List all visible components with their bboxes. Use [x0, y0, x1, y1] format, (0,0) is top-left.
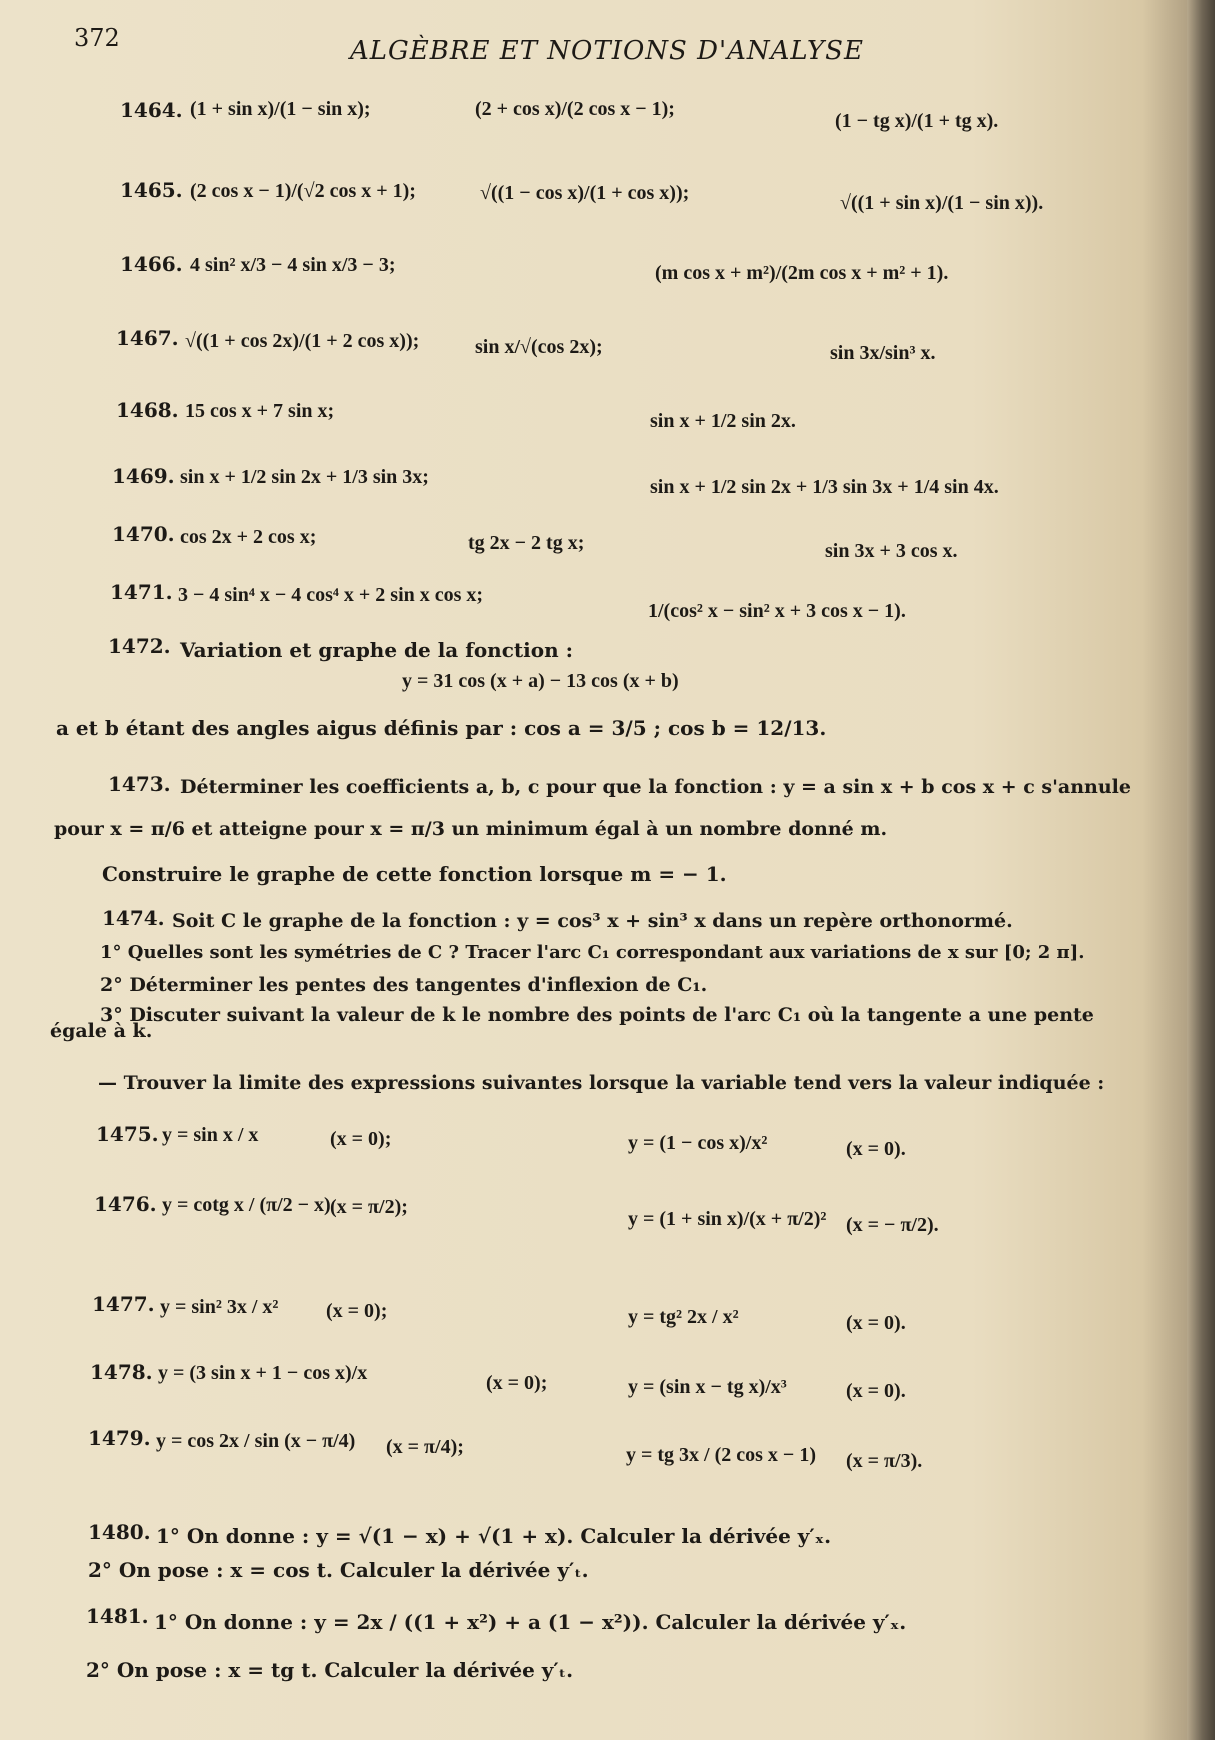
formula: y = cotg x / (π/2 − x) [162, 1194, 331, 1216]
formula: y = 31 cos (x + a) − 13 cos (x + b) [402, 670, 679, 692]
exercise-text: Variation et graphe de la fonction : [180, 638, 573, 662]
formula: y = (sin x − tg x)/x³ [628, 1376, 787, 1398]
formula: sin x + 1/2 sin 2x. [650, 410, 796, 432]
formula: 15 cos x + 7 sin x; [185, 400, 335, 422]
formula: y = sin² 3x / x² [160, 1296, 279, 1318]
exercise-text: a et b étant des angles aigus définis par : cos a = 3/5 ; cos b = 12/13. [56, 716, 827, 740]
exercise-number: 1478. [90, 1360, 153, 1384]
formula: y = cos 2x / sin (x − π/4) [156, 1430, 356, 1452]
section-instruction: — Trouver la limite des expressions suivantes lorsque la variable tend vers la valeur indiquée : [98, 1072, 1105, 1094]
formula: (x = 0); [486, 1372, 548, 1394]
formula: √((1 + sin x)/(1 − sin x)). [840, 192, 1044, 214]
formula: y = tg² 2x / x² [628, 1306, 739, 1328]
exercise-number: 1466. [120, 252, 183, 276]
exercise-text: Déterminer les coefficients a, b, c pour que la fonction : y = a sin x + b cos x + c s'annule [180, 776, 1131, 798]
exercise-text: 2° Déterminer les pentes des tangentes d'inflexion de C₁. [100, 974, 708, 996]
formula: tg 2x − 2 tg x; [468, 532, 585, 554]
exercise-number: 1473. [108, 772, 171, 796]
exercise-number: 1474. [102, 906, 165, 930]
exercise-text: Construire le graphe de cette fonction lorsque m = − 1. [102, 862, 727, 886]
formula: (x = 0). [846, 1312, 906, 1334]
formula: y = (1 − cos x)/x² [628, 1132, 768, 1154]
formula: y = tg 3x / (2 cos x − 1) [626, 1444, 816, 1466]
exercise-text: égale à k. [50, 1020, 153, 1042]
formula: sin x + 1/2 sin 2x + 1/3 sin 3x; [180, 466, 429, 488]
formula: y = sin x / x [162, 1124, 259, 1146]
formula: sin x/√(cos 2x); [475, 336, 603, 358]
formula: (x = π/3). [846, 1450, 923, 1472]
exercise-text: 1° Quelles sont les symétries de C ? Tracer l'arc C₁ correspondant aux variations de x sur [0; 2 π]. [100, 942, 1085, 963]
formula: (x = 0); [326, 1300, 388, 1322]
formula: (m cos x + m²)/(2m cos x + m² + 1). [655, 262, 949, 284]
exercise-number: 1469. [112, 464, 175, 488]
formula: y = (1 + sin x)/(x + π/2)² [628, 1208, 827, 1230]
exercise-number: 1464. [120, 98, 183, 122]
formula: (2 + cos x)/(2 cos x − 1); [475, 98, 675, 120]
formula: (x = − π/2). [846, 1214, 939, 1236]
formula: (x = π/4); [386, 1436, 464, 1458]
formula: sin 3x + 3 cos x. [825, 540, 958, 562]
formula: cos 2x + 2 cos x; [180, 526, 317, 548]
formula: (x = 0). [846, 1380, 906, 1402]
exercise-number: 1467. [116, 326, 179, 350]
formula: y = (3 sin x + 1 − cos x)/x [158, 1362, 368, 1384]
formula: √((1 − cos x)/(1 + cos x)); [480, 182, 690, 204]
formula: (x = 0). [846, 1138, 906, 1160]
exercise-number: 1468. [116, 398, 179, 422]
exercise-text: 2° On pose : x = cos t. Calculer la dérivée y′ₜ. [88, 1558, 589, 1582]
running-title: ALGÈBRE ET NOTIONS D'ANALYSE [350, 36, 864, 66]
formula: (x = 0); [330, 1128, 392, 1150]
exercise-text: 3° Discuter suivant la valeur de k le nombre des points de l'arc C₁ où la tangente a une pente [100, 1004, 1094, 1026]
page-gutter-shadow [1187, 0, 1215, 1740]
formula: (x = π/2); [330, 1196, 408, 1218]
exercise-number: 1470. [112, 522, 175, 546]
exercise-text: Soit C le graphe de la fonction : y = cos³ x + sin³ x dans un repère orthonormé. [172, 910, 1013, 932]
exercise-number: 1472. [108, 634, 171, 658]
exercise-number: 1465. [120, 178, 183, 202]
page-number: 372 [74, 24, 120, 52]
formula: √((1 + cos 2x)/(1 + 2 cos x)); [185, 330, 420, 352]
formula: sin 3x/sin³ x. [830, 342, 936, 364]
formula: 4 sin² x/3 − 4 sin x/3 − 3; [190, 254, 396, 276]
formula: 1/(cos² x − sin² x + 3 cos x − 1). [648, 600, 906, 622]
exercise-text: pour x = π/6 et atteigne pour x = π/3 un minimum égal à un nombre donné m. [54, 818, 888, 840]
exercise-number: 1471. [110, 580, 173, 604]
formula: sin x + 1/2 sin 2x + 1/3 sin 3x + 1/4 sin 4x. [650, 476, 999, 498]
exercise-number: 1480. [88, 1520, 151, 1544]
exercise-number: 1477. [92, 1292, 155, 1316]
exercise-number: 1475. [96, 1122, 159, 1146]
exercise-number: 1476. [94, 1192, 157, 1216]
formula: (1 − tg x)/(1 + tg x). [835, 110, 999, 132]
exercise-number: 1481. [86, 1604, 149, 1628]
formula: (1 + sin x)/(1 − sin x); [190, 98, 371, 120]
exercise-text: 1° On donne : y = 2x / ((1 + x²) + a (1 − x²)). Calculer la dérivée y′ₓ. [154, 1610, 907, 1634]
exercise-text: 1° On donne : y = √(1 − x) + √(1 + x). Calculer la dérivée y′ₓ. [156, 1524, 832, 1548]
formula: (2 cos x − 1)/(√2 cos x + 1); [190, 180, 416, 202]
exercise-text: 2° On pose : x = tg t. Calculer la dérivée y′ₜ. [86, 1658, 574, 1682]
exercise-number: 1479. [88, 1426, 151, 1450]
formula: 3 − 4 sin⁴ x − 4 cos⁴ x + 2 sin x cos x; [178, 584, 484, 606]
